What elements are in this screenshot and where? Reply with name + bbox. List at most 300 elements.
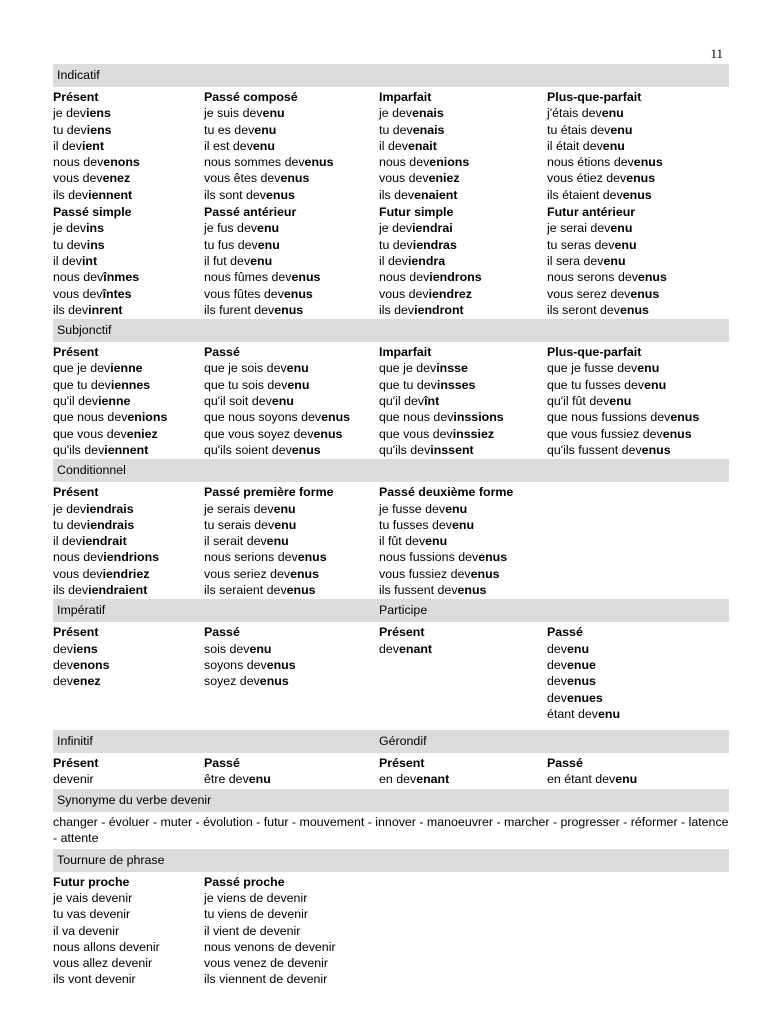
conjugation-stem: ils vont devenir [53,972,136,987]
conjugation-ending: enus [291,442,321,457]
conjugation-stem: vous dev [379,171,429,186]
conjugation-line [547,706,729,722]
tense-column [547,755,729,788]
conjugation-line [53,939,204,955]
conjugation-ending: eniez [428,171,460,186]
conjugation-line [53,220,204,236]
conjugation-ending: enu [286,361,309,376]
conjugation-line [379,771,547,787]
conjugation-line [204,187,379,203]
conjugation-ending: enu [252,138,275,153]
conjugation-line [53,393,204,409]
conjugation-ending: iendras [412,237,457,252]
conjugation-stem: vous allez devenir [53,956,153,971]
conjugation-stem: vous venez de devenir [204,956,328,971]
conjugation-ending: enus [266,657,296,672]
conjugation-ending: inrent [88,302,123,317]
conjugation-stem: en étant dev [547,772,616,787]
conjugation-ending: enu [452,517,475,532]
conjugation-ending: enais [412,122,445,137]
conjugation-stem: dev [547,674,567,689]
conjugation-line [547,690,729,706]
conjugation-line [204,442,379,458]
conjugation-stem: que vous soyez dev [204,426,314,441]
conjugation-stem: vous dev [53,171,103,186]
conjugation-line [547,377,729,393]
conjugation-ending: enant [398,641,433,656]
conjugation-stem: nous étions dev [547,155,634,170]
conjugation-stem: qu'ils dev [379,442,431,457]
tense-column [547,344,729,458]
tense-name: Passé [204,625,240,640]
conjugation-ending: inssiez [452,426,495,441]
conjugation-line [204,641,379,657]
conjugation-stem: ils seront dev [547,302,621,317]
tense-name: Passé première forme [204,485,334,500]
conjugation-stem: nous venons de devenir [204,939,336,954]
tense-name: Passé [547,625,583,640]
conjugation-stem: vous serez dev [547,286,631,301]
conjugation-line [204,771,379,787]
conjugation-ending: iens [72,641,98,656]
conjugation-stem: tu viens de devenir [204,907,309,922]
conjugation-stem: il dev [53,138,82,153]
conjugation-line [204,582,379,598]
conjugation-line [204,377,379,393]
conjugation-line [53,955,204,971]
conjugation-line [379,105,547,121]
conjugation-line [53,657,204,673]
tense-name: Passé [204,345,240,360]
conjugation-line [204,549,379,565]
tense-column [53,204,204,318]
conjugation-ending: iens [86,122,112,137]
tense-column [53,344,204,458]
tense-row [53,344,729,458]
conjugation-line [204,533,379,549]
tense-column [204,484,379,598]
conjugation-stem: je dev [53,106,87,121]
conjugation-ending: iens [86,106,111,121]
conjugation-stem: il dev [379,138,408,153]
conjugation-ending: enait [407,138,437,153]
tense-column [204,874,379,988]
conjugation-ending: întes [102,286,132,301]
conjugation-line [547,409,729,425]
conjugation-line [379,426,547,442]
conjugation-stem: tu serais dev [204,517,275,532]
conjugation-stem: dev [53,674,73,689]
conjugation-ending: iennent [104,442,149,457]
conjugation-line [204,138,379,154]
tense-name: Passé [204,756,240,771]
conjugation-line [379,138,547,154]
tense-name: Présent [53,485,99,500]
conjugation-stem: que je fusse dev [547,361,638,376]
conjugation-stem: nous dev [379,155,430,170]
conjugation-line [379,237,547,253]
conjugation-line [204,566,379,582]
conjugation-ending: enu [610,221,633,236]
conjugation-stem: que tu dev [379,377,437,392]
conjugation-stem: nous dev [53,270,104,285]
section-title: Conditionnel [57,463,126,478]
conjugation-line [547,302,729,318]
tense-row [53,755,729,788]
conjugation-stem: il dev [53,534,82,549]
conjugation-stem: qu'ils dev [53,442,105,457]
conjugation-ending: enu [637,361,660,376]
tense-column [379,204,547,318]
tense-column [379,624,547,722]
conjugation-stem: il sera dev [547,253,604,268]
conjugation-line [53,549,204,565]
conjugation-stem: j'étais dev [547,106,602,121]
conjugation-ending: ienne [110,361,143,376]
conjugation-ending: enus [470,566,500,581]
conjugation-stem: je serais dev [204,501,274,516]
conjugation-line [53,253,204,269]
tense-column [547,204,729,318]
conjugation-stem: nous fussions dev [379,550,479,565]
conjugation-ending: enus [626,171,656,186]
tense-column [204,204,379,318]
conjugation-stem: je dev [379,106,413,121]
tense-column [204,344,379,458]
conjugation-stem: je vais devenir [53,890,133,905]
conjugation-stem: il dev [379,253,408,268]
conjugation-stem: je fus dev [204,221,258,236]
conjugation-stem: ils seraient dev [204,583,287,598]
conjugation-ending: enu [602,138,625,153]
conjugation-ending: insses [436,377,476,392]
conjugation-ending: enus [297,550,327,565]
conjugation-line [204,286,379,302]
tense-name: Passé [547,756,583,771]
conjugation-ending: enions [127,410,168,425]
conjugation-stem: nous dev [379,270,430,285]
conjugation-ending: enus [290,566,320,581]
conjugation-ending: enu [250,253,273,268]
conjugation-line [53,138,204,154]
conjugation-line [204,923,379,939]
conjugation-stem: que nous fussions dev [547,410,671,425]
section-title: Indicatif [57,68,100,82]
section-title: Synonyme du verbe devenir [57,792,212,807]
conjugation-line [379,154,547,170]
conjugation-line [547,154,729,170]
tense-column [204,755,379,788]
conjugation-line [379,533,547,549]
conjugation-ending: enons [72,657,110,672]
tense-column [53,874,204,988]
conjugation-line [547,220,729,236]
conjugation-line [53,771,204,787]
conjugation-ending: iendrons [429,270,482,285]
conjugation-stem: tu seras dev [547,237,615,252]
conjugation-line [204,657,379,673]
conjugation-stem: que nous soyons dev [204,410,322,425]
conjugation-ending: ienne [98,394,131,409]
conjugation-stem: dev [547,690,567,705]
section-title: Subjonctif [57,323,112,338]
tense-column [53,89,204,203]
conjugation-ending: enu [257,237,280,252]
conjugation-line [547,426,729,442]
tense-name: Futur proche [53,874,130,889]
conjugation-stem: il va devenir [53,923,120,938]
section-header-subjonctif [53,319,729,342]
conjugation-stem: tu dev [53,122,87,137]
tense-column [379,755,547,788]
conjugation-stem: tu es dev [204,122,255,137]
conjugation-stem: que je sois dev [204,361,287,376]
tense-name: Plus-que-parfait [547,90,642,104]
conjugation-line [204,220,379,236]
conjugation-stem: dev [547,657,567,672]
section-header-synonymes [53,789,729,812]
section-header-conditionnel [53,459,729,482]
conjugation-stem: vous dev [53,566,103,581]
conjugation-line [53,673,204,689]
conjugation-stem: nous dev [53,550,104,565]
tense-column [53,624,204,722]
conjugation-line [53,582,204,598]
conjugation-ending: enus [274,302,304,317]
tense-name: Présent [53,756,99,771]
conjugation-line [547,393,729,409]
conjugation-stem: ils dev [53,302,89,317]
conjugation-line [53,517,204,533]
conjugation-ending: iendriez [102,566,150,581]
synonym-list: changer - évoluer - muter - évolution - futur - mouvement - innover - manoeuvrer - marcher - progresser - réformer - latence - attente [53,814,729,845]
conjugation-line [204,409,379,425]
conjugation-stem: devenir [53,772,94,787]
conjugation-ending: insse [436,361,468,376]
conjugation-ending: iendront [414,302,464,317]
conjugation-stem: vous étiez dev [547,171,627,186]
conjugation-ending: enu [266,534,289,549]
conjugation-stem: sois dev [204,641,250,656]
conjugation-line [204,517,379,533]
conjugation-ending: enu [273,501,296,516]
conjugation-line [547,286,729,302]
section-title-imperatif: Impératif [57,603,106,618]
conjugation-line [53,641,204,657]
conjugation-ending: ins [86,237,105,252]
tense-column [379,344,547,458]
conjugation-stem: soyez dev [204,674,260,689]
conjugation-line [204,360,379,376]
conjugation-ending: enus [633,155,663,170]
section-title-gerondif: Gérondif [379,734,427,749]
conjugation-ending: iennes [110,377,151,392]
tense-name: Passé simple [53,205,132,220]
section-title: Tournure de phrase [57,852,165,867]
conjugation-stem: qu'il dev [379,394,425,409]
conjugation-stem: que vous fussiez dev [547,426,663,441]
conjugation-ending: enu [615,772,638,787]
conjugation-ending: înt [424,394,440,409]
conjugation-stem: nous serons dev [547,270,638,285]
conjugation-ending: iendrai [412,221,453,236]
conjugation-stem: il serait dev [204,534,267,549]
conjugation-ending: int [81,253,98,268]
conjugation-ending: enus [641,442,671,457]
conjugation-line [204,105,379,121]
conjugation-stem: je suis dev [204,106,263,121]
conjugation-stem: nous serions dev [204,550,298,565]
conjugation-line [379,269,547,285]
conjugation-stem: tu vas devenir [53,907,131,922]
conjugation-line [53,501,204,517]
conjugation-ending: enus [321,410,351,425]
conjugation-stem: il dev [53,253,82,268]
conjugation-stem: ils sont dev [204,187,266,202]
conjugation-line [379,360,547,376]
conjugation-ending: enaient [414,187,458,202]
conjugation-stem: que nous dev [53,410,128,425]
conjugation-ending: enez [72,674,101,689]
conjugation-ending: înmes [103,270,140,285]
conjugation-ending: enus [566,674,596,689]
conjugation-line [379,393,547,409]
conjugation-stem: dev [53,641,73,656]
conjugation-ending: enus [291,270,321,285]
conjugation-line [204,154,379,170]
conjugation-stem: il est dev [204,138,253,153]
conjugation-line [204,971,379,987]
conjugation-line [53,426,204,442]
conjugation-stem: étant dev [547,706,598,721]
conjugation-stem: que vous dev [53,426,127,441]
conjugation-ending: enu [644,377,667,392]
tense-name: Passé antérieur [204,205,297,220]
conjugation-line [379,187,547,203]
conjugation-stem: nous dev [53,155,104,170]
tense-row [53,484,729,598]
conjugation-ending: enions [429,155,470,170]
conjugation-ending: enus [662,426,692,441]
conjugation-ending: enu [609,394,632,409]
tense-name: Présent [53,90,99,104]
conjugation-line [204,237,379,253]
conjugation-ending: enu [287,377,310,392]
conjugation-ending: enus [304,155,334,170]
tense-row [53,89,729,203]
section-title-participe: Participe [379,603,428,618]
conjugation-stem: je serai dev [547,221,611,236]
conjugation-stem: qu'ils soient dev [204,442,292,457]
conjugation-line [379,517,547,533]
conjugation-stem: nous sommes dev [204,155,305,170]
conjugation-line [204,890,379,906]
conjugation-ending: inssions [453,410,504,425]
conjugation-stem: vous fûtes dev [204,286,284,301]
conjugation-stem: il était dev [547,138,603,153]
conjugation-stem: ils dev [53,583,89,598]
conjugation-ending: enues [566,690,603,705]
conjugation-ending: enu [610,122,633,137]
conjugation-ending: enus [630,286,660,301]
conjugation-ending: enu [274,517,297,532]
conjugation-ending: eniez [126,426,158,441]
conjugation-line [547,237,729,253]
conjugation-line [204,906,379,922]
tense-name: Imparfait [379,90,432,104]
conjugation-stem: que vous dev [379,426,453,441]
conjugation-ending: enu [445,501,468,516]
conjugation-ending: enu [601,106,624,121]
conjugation-stem: soyons dev [204,657,267,672]
tense-name: Passé proche [204,874,285,889]
conjugation-stem: je dev [53,221,87,236]
tense-name: Présent [379,625,425,640]
conjugation-line [379,170,547,186]
conjugation-ending: enu [254,122,277,137]
conjugation-stem: ils furent dev [204,302,275,317]
tense-name: Plus-que-parfait [547,345,642,360]
conjugation-line [53,237,204,253]
conjugation-stem: qu'il soit dev [204,394,272,409]
conjugation-stem: tu étais dev [547,122,611,137]
tense-column [53,755,204,788]
conjugation-ending: enus [478,550,508,565]
conjugation-line [204,170,379,186]
conjugation-line [53,890,204,906]
tense-column [547,89,729,203]
conjugation-ending: enus [280,171,310,186]
conjugation-ending: iennent [88,187,133,202]
conjugation-line [547,360,729,376]
conjugation-line [379,220,547,236]
conjugation-ending: inssent [430,442,474,457]
conjugation-stem: je dev [379,221,413,236]
conjugation-line [53,302,204,318]
conjugation-ending: enus [283,286,313,301]
conjugation-line [379,549,547,565]
conjugation-stem: être dev [204,772,249,787]
conjugation-ending: enus [286,583,316,598]
conjugation-stem: que tu sois dev [204,377,288,392]
section-header-tournure [53,849,729,872]
conjugation-line [53,409,204,425]
conjugation-stem: que je dev [53,361,111,376]
conjugation-line [53,154,204,170]
page-number: 11 [710,46,723,61]
tense-name: Présent [53,625,99,640]
conjugation-ending: iendrais [86,517,135,532]
conjugation-line [379,582,547,598]
conjugation-line [379,122,547,138]
conjugation-ending: enu [425,534,448,549]
conjugation-ending: enais [412,106,444,121]
conjugation-line [204,302,379,318]
section-header-infinitif-gerondif [53,730,729,753]
conjugation-line [379,302,547,318]
conjugation-line [53,566,204,582]
conjugation-line [204,955,379,971]
tense-row [53,204,729,318]
conjugation-line [204,673,379,689]
conjugation-ending: enus [259,674,289,689]
conjugation-ending: enus [313,426,343,441]
conjugation-line [379,286,547,302]
conjugation-stem: vous dev [379,286,429,301]
conjugation-line [547,442,729,458]
conjugation-ending: iendra [407,253,446,268]
conjugation-line [53,360,204,376]
